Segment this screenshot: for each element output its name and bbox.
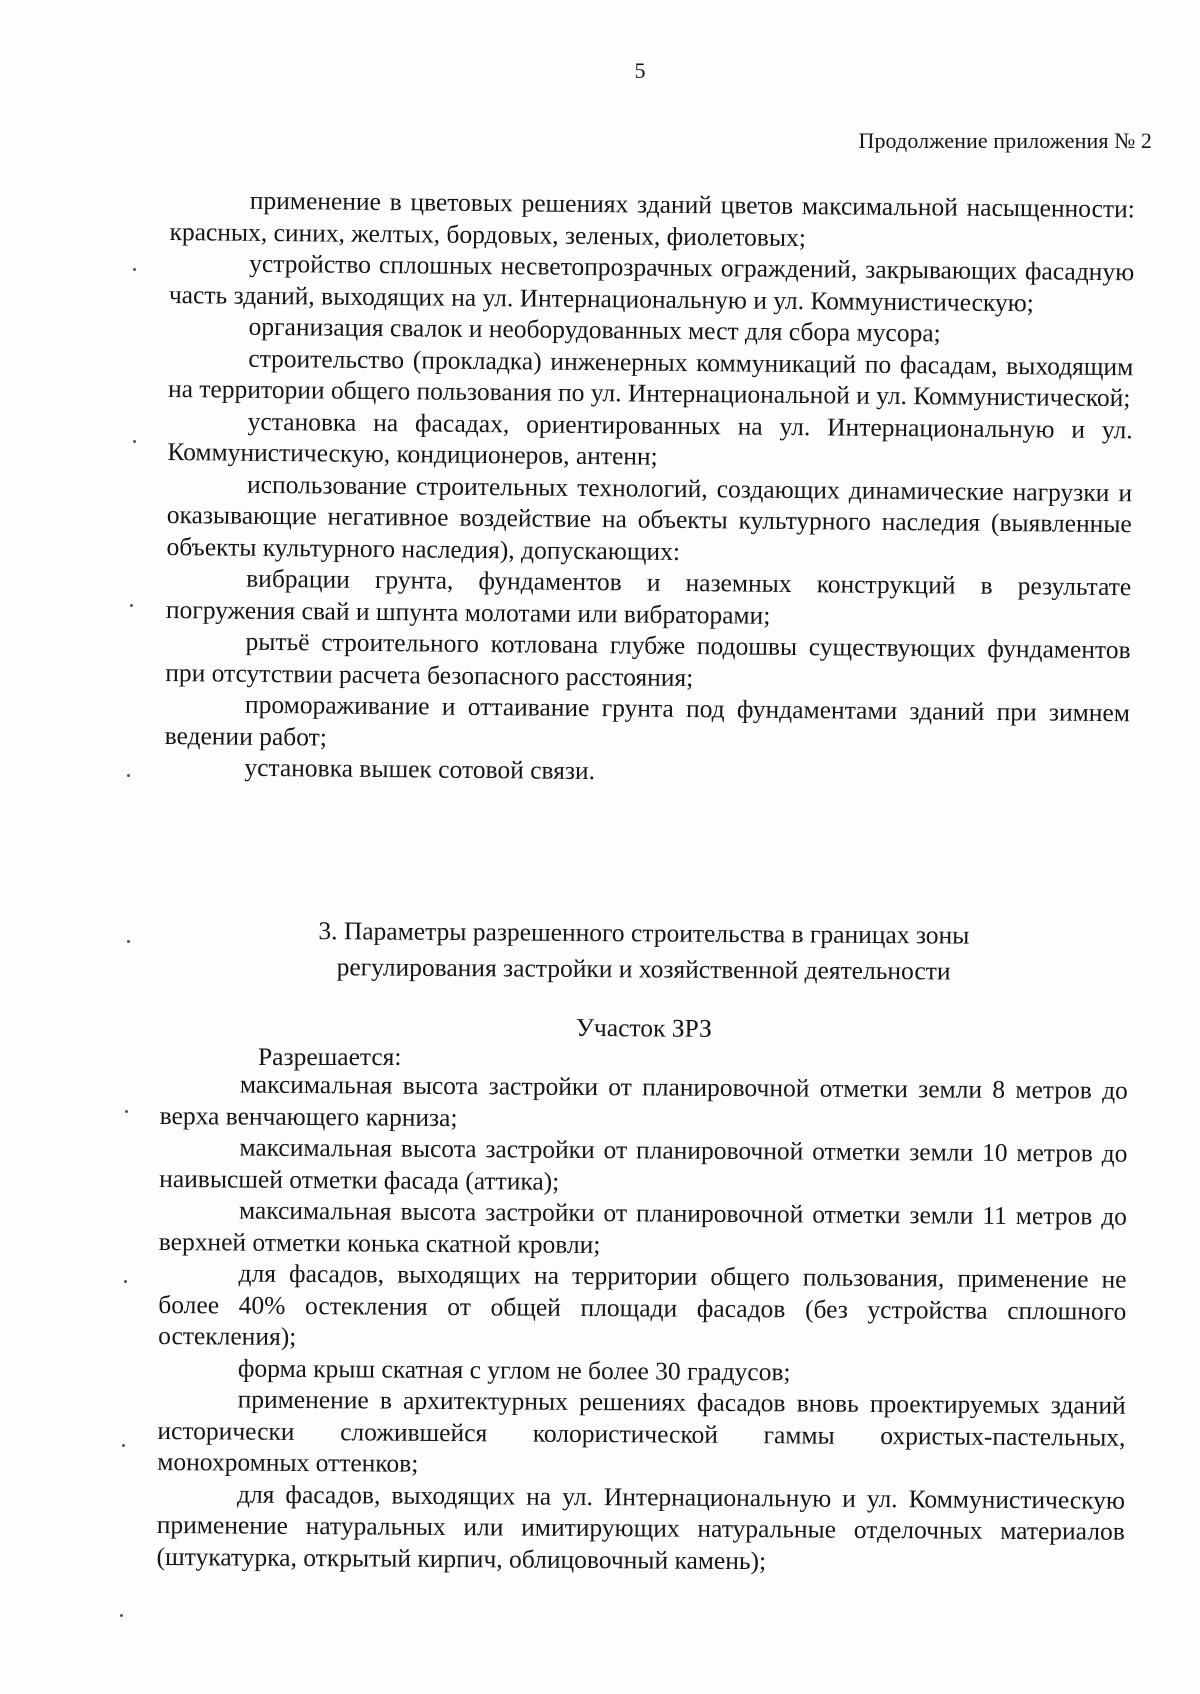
section-heading-line: 3. Параметры разрешенного строительства в границах зоны xyxy=(318,916,970,950)
section-heading-line: регулирования застройки и хозяйственной деятельности xyxy=(336,952,951,986)
paragraph: установка вышек сотовой связи. xyxy=(244,752,596,786)
scan-speck xyxy=(124,1280,127,1283)
paragraph: применение в архитектурных решениях фасадов вновь проектируемых зданий исторически сложившейся колористической гаммы охристых-пастельных, монохромных оттенков; xyxy=(157,1384,1126,1478)
scan-speck xyxy=(122,1444,125,1447)
scan-speck xyxy=(127,774,130,777)
subsection-heading: Участок ЗРЗ xyxy=(575,1012,712,1043)
paragraphs-top xyxy=(164,184,1135,792)
paragraph: максимальная высота застройки от планировочной отметки земли 10 метров до наивысшей отметки фасада (аттика); xyxy=(159,1132,1128,1196)
section-heading xyxy=(159,912,1127,991)
paragraph: вибрации грунта, фундаментов и наземных конструкций в результате погружения свай и шпунта молотами или вибраторами; xyxy=(165,563,1132,630)
paragraph: максимальная высота застройки от планировочной отметки земли 11 метров до верхней отметки конька скатной кровли; xyxy=(158,1195,1128,1259)
paragraph: для фасадов, выходящих на ул. Интернациональную и ул. Коммунистическую применение натуральных или имитирующих натуральные отделочных материалов (штукатурка, открытый кирпич, облицовочный камень); xyxy=(156,1479,1126,1575)
paragraph: организация свалок и необорудованных мест для сбора мусора; xyxy=(248,311,941,348)
scan-speck xyxy=(127,940,130,943)
paragraph: применение в цветовых решениях зданий цветов максимальной насыщенности: красных, синих, желтых, бордовых, зеленых, фиолетовых; xyxy=(169,185,1135,252)
scan-speck xyxy=(133,440,136,443)
scan-speck xyxy=(130,604,133,607)
paragraph: для фасадов, выходящих на территории общего пользования, применение не более 40% остекления от общей площади фасадов (без устройства сплошного остекления); xyxy=(158,1258,1127,1351)
allowed-label: Разрешается: xyxy=(258,1042,402,1071)
scan-speck xyxy=(120,1614,123,1617)
appendix-header: Продолжение приложения № 2 xyxy=(858,128,1152,153)
paragraph: рытьё строительного котлована глубже подошвы существующих фундаментов при отсутствии расчета безопасного расстояния; xyxy=(165,626,1131,692)
paragraph: использование строительных технологий, создающих динамические нагрузки и оказывающие негативное воздействие на объекты культурного наследия (выявленные объекты культурного наследия), допускающих: xyxy=(166,469,1133,566)
paragraph: устройство сплошных несветопрозрачных ограждений, закрывающих фасадную часть зданий, выходящих на ул. Интернациональную и ул. Коммунистическую; xyxy=(168,248,1135,317)
paragraph: форма крыш скатная с углом не более 30 градусов; xyxy=(237,1353,791,1386)
paragraphs-bottom xyxy=(156,1068,1127,1579)
scan-speck xyxy=(133,268,136,271)
paragraph: промораживание и оттаивание грунта под фундаментами зданий при зимнем ведении работ; xyxy=(164,689,1131,752)
scan-speck xyxy=(125,1110,128,1113)
page-number: 5 xyxy=(634,58,646,83)
paragraph: установка на фасадах, ориентированных на ул. Интернациональную и ул. Коммунистическую, кондиционеров, антенн; xyxy=(167,406,1133,471)
paragraph: строительство (прокладка) инженерных коммуникаций по фасадам, выходящим на территории общего пользования по ул. Интернациональной и ул. Коммунистической; xyxy=(167,343,1134,413)
paragraph: максимальная высота застройки от планировочной отметки земли 8 метров до верха венчающего карниза; xyxy=(159,1069,1128,1132)
